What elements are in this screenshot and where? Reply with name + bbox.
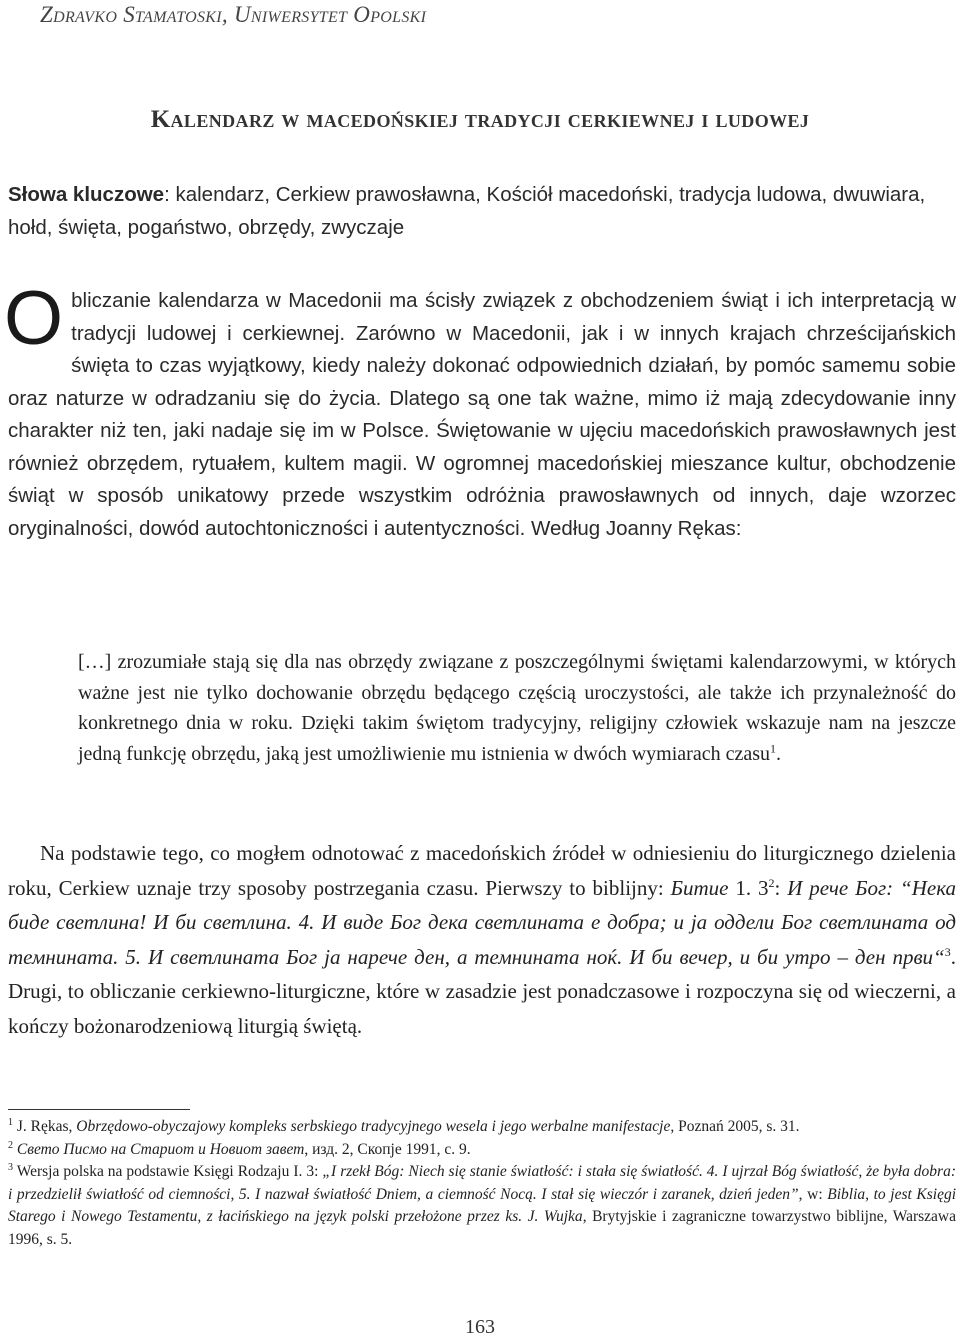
footnote-2 bbox=[8, 1139, 956, 1162]
footnote-number: 1 bbox=[8, 1116, 13, 1128]
intro-paragraph bbox=[4, 276, 956, 545]
second-paragraph-end: . Drugi, to obliczanie cerkiewno-liturgiczne, które w zasadzie jest ponadczasowe i rozpoczyna się od wieczerni, a kończy bożonarodzeniową liturgią świętą. bbox=[8, 944, 956, 1038]
colon: : bbox=[774, 875, 788, 900]
second-paragraph bbox=[8, 836, 956, 1043]
footnote-title: Obrzędowo-obyczajowy kompleks serbskiego tradycyjnego wesela i jego werbalne manifestacje bbox=[76, 1118, 671, 1135]
keywords bbox=[8, 178, 956, 244]
footnotes bbox=[8, 1116, 956, 1251]
footnote-1 bbox=[8, 1116, 956, 1139]
footnote-text: , Brytyjskie i zagraniczne towarzystwo biblijne, Warszawa 1996, s. 5. bbox=[8, 1208, 956, 1248]
footnote-quote: „I rzekł Bóg: Niech się stanie światłość: i stała się światłość. 4. I ujrzał Bóg światłość, że była dobra: i przedzielił światłość od ciemności, 5. I nazwał światłość Dniem, a ciemność Nocą. I stał się wieczór i zaranek, dzień jeden” bbox=[8, 1163, 956, 1203]
block-quote-text: […] zrozumiałe stają się dla nas obrzędy związane z poszczególnymi świętami kalendarzowymi, w których ważne jest nie tylko dochowanie obrzędu będącego częścią uroczystości, ale także ich przynależność do konkretnego dnia w roku. Dzięki takim świętom tradycyjny, religijny człowiek wskazuje nam na jeszcze jedną funkcję obrzędu, jaką jest umożliwienie mu istnienia w dwóch wymiarach czasu bbox=[78, 651, 956, 765]
genesis-quote: И рече Бог: “Нека биде светлина! И би светлина. 4. И виде Бог дека светлината е добра; и ја оддели Бог светлината од темнината. 5. И светлината Бог ја нарече ден, а темнината ноќ. И би вечер, и би утро – ден први“ bbox=[8, 875, 957, 969]
drop-cap: O bbox=[4, 276, 64, 361]
footnote-text: Wersja polska na podstawie Księgi Rodzaju I. 3: bbox=[16, 1163, 323, 1180]
footnote-text: , w: bbox=[798, 1185, 828, 1203]
genesis-title: Битие bbox=[670, 875, 729, 900]
footnote-number: 2 bbox=[8, 1139, 13, 1151]
footnote-text: , Poznań 2005, s. 31. bbox=[670, 1118, 800, 1135]
footnote-ref-3[interactable]: 3 bbox=[944, 944, 951, 959]
genesis-ref: 1. 3 bbox=[728, 875, 769, 900]
footnote-title: Свето Писмо на Стариот и Новиот завет bbox=[16, 1140, 305, 1158]
running-head: Zdravko Stamatoski, Uniwersytet Opolski bbox=[40, 2, 427, 27]
block-quote: […] zrozumiałe stają się dla nas obrzędy związane z poszczególnymi świętami kalendarzowymi, w których ważne jest nie tylko dochowanie obrzędu będącego częścią uroczystości, ale także ich przynależność do konkretnego dnia w roku. Dzięki takim świętom tradycyjny, religijny człowiek wskazuje nam na jeszcze jedną funkcję obrzędu, jaką jest umożliwienie mu istnienia w dwóch wymiarach czasu$^1$. bbox=[78, 651, 956, 765]
keywords-text: : kalendarz, Cerkiew prawosławna, Kościół macedoński, tradycja ludowa, dwuwiara, hołd, święta, pogaństwo, obrzędy, zwyczaje bbox=[8, 183, 926, 239]
keywords-label: Słowa kluczowe bbox=[8, 183, 165, 206]
footnote-rule bbox=[8, 1109, 190, 1110]
footnote-text: J. Rękas, bbox=[16, 1118, 77, 1135]
footnote-ref-2[interactable]: 2 bbox=[768, 875, 775, 890]
page-number: 163 bbox=[465, 1316, 495, 1338]
footnote-number: 3 bbox=[8, 1161, 13, 1173]
footnote-text: , изд. 2, Скопје 1991, с. 9. bbox=[304, 1140, 471, 1158]
article-title: Kalendarz w macedońskiej tradycji cerkiewnej i ludowej bbox=[150, 106, 810, 133]
footnote-title: Biblia, to jest Księgi Starego i Nowego Testamentu, z łacińskiego na język polski przełożone przez ks. J. Wujka bbox=[8, 1185, 956, 1225]
footnote-ref-1[interactable]: 1 bbox=[769, 741, 776, 756]
second-paragraph-text: Na podstawie tego, co mogłem odnotować z macedońskich źródeł w odniesieniu do liturgicznego dzielenia roku, Cerkiew uznaje trzy sposoby postrzegania czasu. Pierwszy to biblijny: bbox=[8, 841, 956, 900]
footnote-3 bbox=[8, 1161, 956, 1251]
intro-paragraph-text: bliczanie kalendarza w Macedonii ma ścisły związek z obchodzeniem świąt i ich interpretacją w tradycji ludowej i cerkiewnej. Zarówno w Macedonii, jak i w innych krajach chrześcijańskich święta to czas wyjątkowy, kiedy należy dokonać odpowiednich działań, by pomóc samemu sobie oraz naturze w odradzaniu się do życia. Dlatego są one tak ważne, mimo iż mają zdecydowanie inny charakter niż ten, jaki nadaje się im w Polsce. Świętowanie w ujęciu macedońskich prawosławnych jest również obrzędem, rytuałem, kultem magii. W ogromnej macedońskiej mieszance kultur, obchodzenie świąt w sposób unikatowy przede wszystkim odróżnia prawosławnych od innych, daje wzorzec oryginalności, dowód autochtoniczności i autentyczności. Według Joanny Rękas: bbox=[8, 289, 956, 540]
